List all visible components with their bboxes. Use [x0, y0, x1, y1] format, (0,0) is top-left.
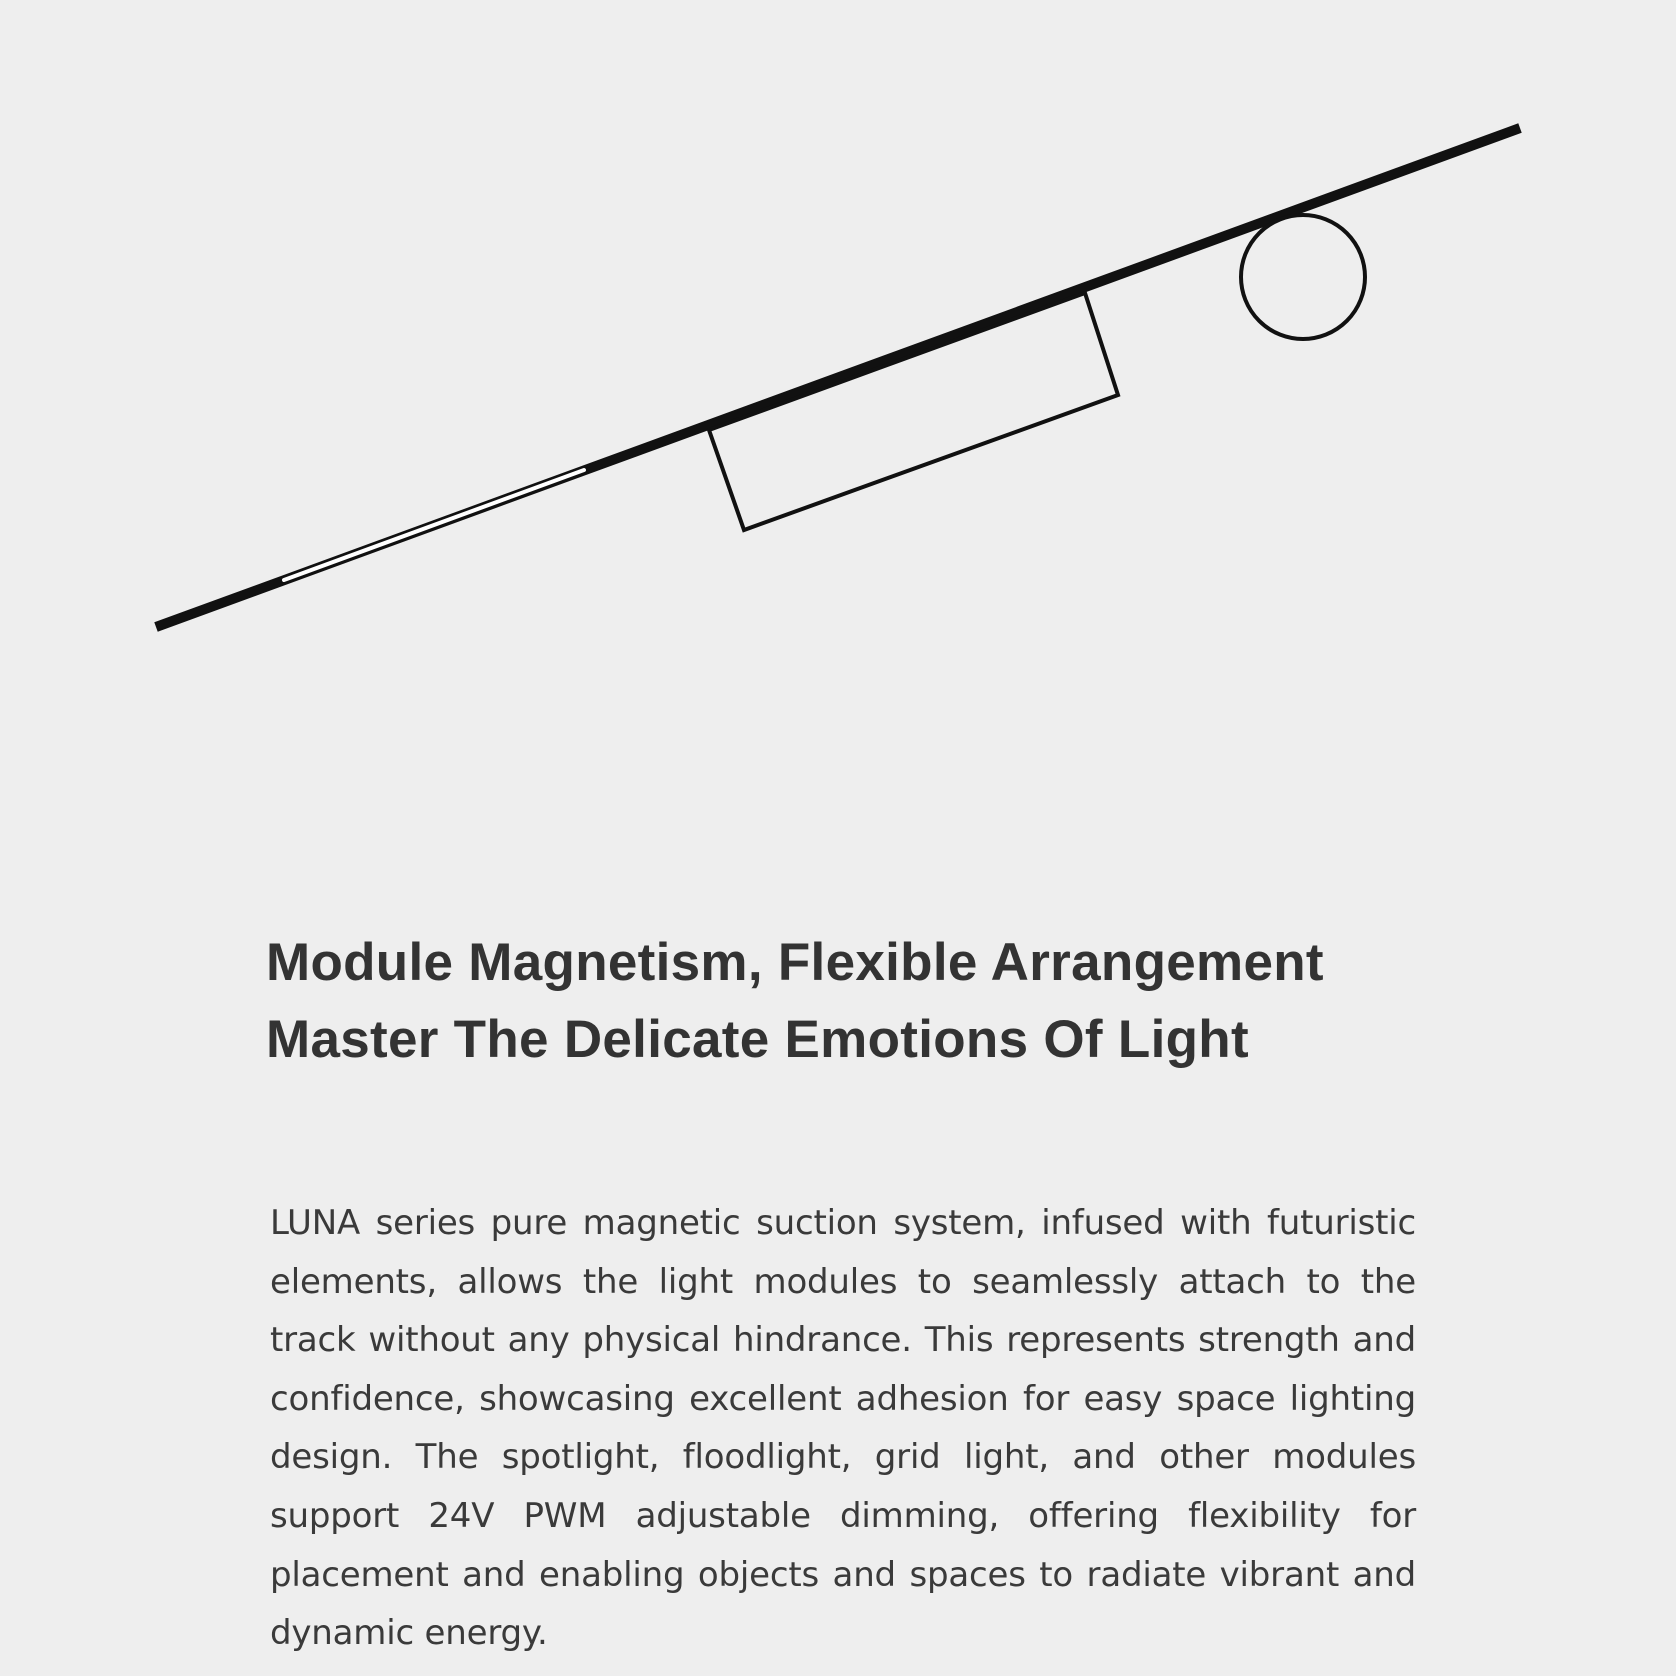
round-spotlight-module: [1241, 215, 1365, 339]
headline-line-1: Module Magnetism, Flexible Arrangement: [266, 933, 1324, 992]
headline: [266, 924, 1466, 1078]
linear-light-module: [284, 470, 584, 580]
description-paragraph: LUNA series pure magnetic suction system, infused with futuristic elements, allows the light modules to seamlessly attach to the track without any physical hindrance. This represents strength and confidence, showcasing excellent adhesion for easy space lighting design. The spotlight, floodlight, grid light, and other modules support 24V PWM adjustable dimming, offering flexibility for placement and enabling objects and spaces to radiate vibrant and dynamic energy.: [270, 1203, 1416, 1654]
headline-line-2: Master The Delicate Emotions Of Light: [266, 1010, 1249, 1069]
rectangular-floodlight-module: [709, 293, 1118, 530]
magnetic-track-illustration: [0, 0, 1676, 760]
